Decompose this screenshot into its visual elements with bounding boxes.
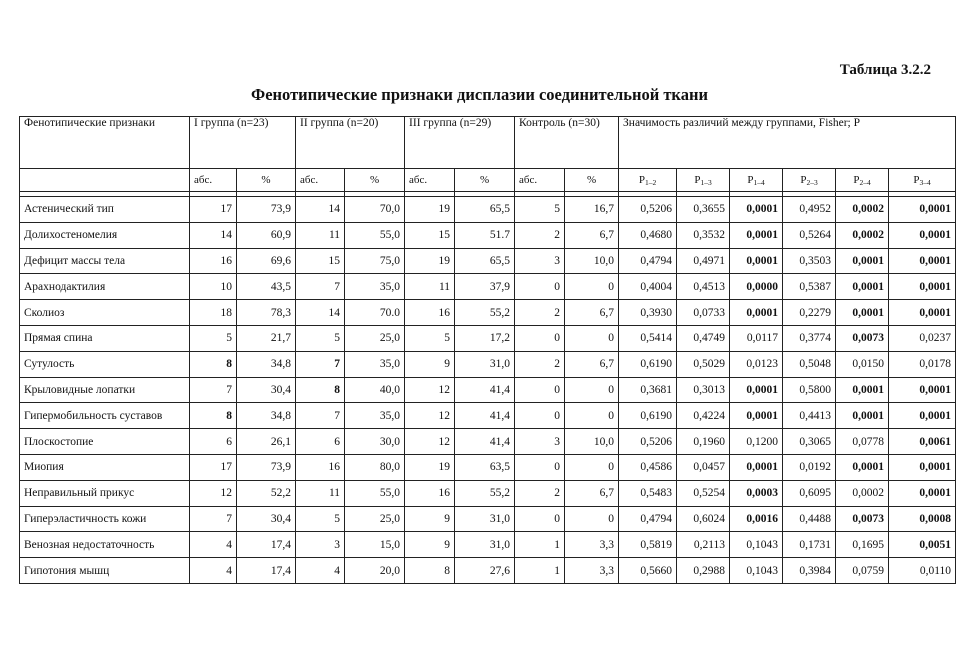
feature-name-cell: Гиперэластичность кожи [20,506,190,532]
percent-cell: 34,8 [237,351,296,377]
p-value-cell: 0,2988 [677,558,730,584]
count-cell: 9 [405,351,455,377]
percent-cell: 55,0 [345,222,405,248]
p-value-cell: 0,0001 [730,300,783,326]
p-header-letter: P [694,173,701,186]
table-row [20,222,956,248]
group-header: III группа (n=29) [405,117,515,169]
count-cell: 4 [296,558,345,584]
p-value-cell: 0,0150 [836,351,889,377]
p-value-cell: 0,5800 [783,377,836,403]
p-value-cell: 0,0001 [730,454,783,480]
p-header-subscript: 1–4 [753,177,765,187]
count-cell: 0 [515,403,565,429]
p-value-cell: 0,0073 [836,506,889,532]
feature-name-cell: Сутулость [20,351,190,377]
abs-header: абс. [405,169,455,192]
count-cell: 19 [405,454,455,480]
p-value-cell: 0,0073 [836,325,889,351]
p-value-cell: 0,4794 [619,248,677,274]
count-cell: 0 [515,454,565,480]
p-value-header [730,169,783,192]
count-cell: 3 [515,429,565,455]
percent-cell: 17,4 [237,532,296,558]
p-value-cell: 0,6190 [619,403,677,429]
p-header-letter: P [853,173,860,186]
count-cell: 12 [190,480,237,506]
p-header-subscript: 2–4 [859,177,871,187]
p-value-cell: 0,4749 [677,325,730,351]
count-cell: 5 [190,325,237,351]
table-number: Таблица 3.2.2 [839,62,931,78]
p-value-cell: 0,0002 [836,222,889,248]
count-cell: 4 [190,558,237,584]
p-value-cell: 0,0123 [730,351,783,377]
percent-cell: 3,3 [565,558,619,584]
percent-cell: 41,4 [455,403,515,429]
p-value-cell: 0,0001 [836,274,889,300]
count-cell: 16 [405,300,455,326]
percent-header: % [345,169,405,192]
percent-cell: 31,0 [455,506,515,532]
percent-cell: 6,7 [565,222,619,248]
table-row [20,325,956,351]
table-row [20,506,956,532]
p-value-cell: 0,0001 [730,403,783,429]
p-value-cell: 0,5264 [783,222,836,248]
percent-cell: 31,0 [455,532,515,558]
p-value-cell: 0,3013 [677,377,730,403]
percent-header: % [237,169,296,192]
feature-name-cell: Гипотония мышц [20,558,190,584]
feature-name-cell: Астенический тип [20,197,190,223]
percent-cell: 55,0 [345,480,405,506]
p-value-cell: 0,0001 [889,403,956,429]
empty-header-cell [20,169,190,192]
count-cell: 7 [296,274,345,300]
count-cell: 7 [296,403,345,429]
percent-cell: 21,7 [237,325,296,351]
percent-cell: 65,5 [455,248,515,274]
table-row [20,454,956,480]
p-value-cell: 0,5483 [619,480,677,506]
significance-header: Значимость различий между группами, Fisher; Р [619,117,956,169]
table-row [20,480,956,506]
percent-header: % [565,169,619,192]
count-cell: 14 [296,300,345,326]
abs-header: абс. [515,169,565,192]
count-cell: 5 [405,325,455,351]
p-value-cell: 0,4952 [783,197,836,223]
p-value-cell: 0,0001 [836,248,889,274]
header-row-groups [20,117,956,169]
feature-name-cell: Миопия [20,454,190,480]
percent-cell: 25,0 [345,325,405,351]
count-cell: 6 [296,429,345,455]
percent-cell: 55,2 [455,480,515,506]
p-header-letter: P [638,173,645,186]
percent-cell: 73,9 [237,454,296,480]
percent-cell: 70.0 [345,300,405,326]
count-cell: 19 [405,197,455,223]
feature-name-cell: Прямая спина [20,325,190,351]
percent-cell: 26,1 [237,429,296,455]
count-cell: 12 [405,377,455,403]
p-value-cell: 0,3065 [783,429,836,455]
percent-cell: 35,0 [345,274,405,300]
count-cell: 0 [515,506,565,532]
p-value-cell: 0,0001 [889,480,956,506]
percent-header: % [455,169,515,192]
p-value-cell: 0,4586 [619,454,677,480]
p-value-header [836,169,889,192]
count-cell: 1 [515,532,565,558]
table-row [20,558,956,584]
p-value-cell: 0,5660 [619,558,677,584]
p-value-cell: 0,5414 [619,325,677,351]
p-value-cell: 0,3930 [619,300,677,326]
percent-cell: 10,0 [565,429,619,455]
p-value-cell: 0,0001 [730,222,783,248]
count-cell: 2 [515,300,565,326]
percent-cell: 78,3 [237,300,296,326]
percent-cell: 6,7 [565,480,619,506]
p-value-cell: 0,6190 [619,351,677,377]
feature-name-cell: Плоскостопие [20,429,190,455]
table-row [20,377,956,403]
percent-cell: 17,2 [455,325,515,351]
count-cell: 6 [190,429,237,455]
count-cell: 17 [190,197,237,223]
feature-name-cell: Дефицит массы тела [20,248,190,274]
p-value-cell: 0,5387 [783,274,836,300]
p-value-cell: 0,0759 [836,558,889,584]
p-value-header [889,169,956,192]
p-value-cell: 0,0001 [836,300,889,326]
p-value-cell: 0,1043 [730,532,783,558]
count-cell: 7 [190,506,237,532]
count-cell: 2 [515,480,565,506]
p-value-cell: 0,0001 [836,377,889,403]
p-value-cell: 0,0117 [730,325,783,351]
p-header-letter: P [747,173,754,186]
p-value-cell: 0,4794 [619,506,677,532]
count-cell: 0 [515,274,565,300]
count-cell: 7 [190,377,237,403]
count-cell: 12 [405,429,455,455]
count-cell: 15 [405,222,455,248]
percent-cell: 60,9 [237,222,296,248]
percent-cell: 15,0 [345,532,405,558]
p-value-cell: 0,0001 [889,274,956,300]
group-header: I группа (n=23) [190,117,296,169]
percent-cell: 73,9 [237,197,296,223]
feature-name-cell: Гипермобильность суставов [20,403,190,429]
percent-cell: 30,4 [237,377,296,403]
p-value-cell: 0,4413 [783,403,836,429]
percent-cell: 51.7 [455,222,515,248]
p-value-cell: 0,0110 [889,558,956,584]
p-value-cell: 0,5206 [619,429,677,455]
table-row [20,532,956,558]
count-cell: 11 [296,480,345,506]
percent-cell: 80,0 [345,454,405,480]
percent-cell: 20,0 [345,558,405,584]
p-value-cell: 0,0001 [836,403,889,429]
count-cell: 14 [190,222,237,248]
p-value-cell: 0,0003 [730,480,783,506]
p-value-cell: 0,4971 [677,248,730,274]
count-cell: 14 [296,197,345,223]
p-value-cell: 0,1731 [783,532,836,558]
percent-cell: 6,7 [565,351,619,377]
count-cell: 16 [190,248,237,274]
percent-cell: 0 [565,454,619,480]
p-value-cell: 0,0001 [730,377,783,403]
table-row [20,197,956,223]
p-header-subscript: 2–3 [806,177,818,187]
feature-name-cell: Крыловидные лопатки [20,377,190,403]
p-value-cell: 0,3655 [677,197,730,223]
table-row [20,300,956,326]
p-value-cell: 0,0051 [889,532,956,558]
count-cell: 0 [515,325,565,351]
p-value-cell: 0,0001 [889,454,956,480]
table-row [20,248,956,274]
count-cell: 2 [515,222,565,248]
p-header-subscript: 3–4 [919,177,931,187]
count-cell: 4 [190,532,237,558]
percent-cell: 30,4 [237,506,296,532]
p-value-cell: 0,0733 [677,300,730,326]
count-cell: 7 [296,351,345,377]
p-value-cell: 0,0002 [836,480,889,506]
count-cell: 18 [190,300,237,326]
p-value-cell: 0,3532 [677,222,730,248]
p-value-cell: 0,4488 [783,506,836,532]
feature-name-cell: Долихостеномелия [20,222,190,248]
percent-cell: 30,0 [345,429,405,455]
percent-cell: 65,5 [455,197,515,223]
p-value-cell: 0,3984 [783,558,836,584]
percent-cell: 0 [565,403,619,429]
p-value-cell: 0,0001 [730,197,783,223]
p-value-cell: 0,0457 [677,454,730,480]
p-value-header [619,169,677,192]
count-cell: 3 [296,532,345,558]
percent-cell: 63,5 [455,454,515,480]
p-value-cell: 0,0001 [889,248,956,274]
p-value-cell: 0,0061 [889,429,956,455]
p-value-cell: 0,3774 [783,325,836,351]
percent-cell: 37,9 [455,274,515,300]
percent-cell: 41,4 [455,429,515,455]
p-header-subscript: 1–3 [700,177,712,187]
count-cell: 8 [405,558,455,584]
count-cell: 5 [296,325,345,351]
p-header-letter: P [800,173,807,186]
p-value-cell: 0,0001 [889,222,956,248]
percent-cell: 0 [565,377,619,403]
percent-cell: 0 [565,274,619,300]
count-cell: 9 [405,532,455,558]
abs-header: абс. [190,169,237,192]
count-cell: 5 [296,506,345,532]
p-value-cell: 0,4004 [619,274,677,300]
p-value-cell: 0,1695 [836,532,889,558]
count-cell: 1 [515,558,565,584]
percent-cell: 31,0 [455,351,515,377]
p-value-cell: 0,0008 [889,506,956,532]
p-value-cell: 0,0778 [836,429,889,455]
p-value-cell: 0,6024 [677,506,730,532]
p-value-cell: 0,5048 [783,351,836,377]
p-value-cell: 0,3681 [619,377,677,403]
count-cell: 19 [405,248,455,274]
p-header-letter: P [913,173,920,186]
table-title: Фенотипические признаки дисплазии соединительной ткани [251,85,708,104]
percent-cell: 41,4 [455,377,515,403]
percent-cell: 55,2 [455,300,515,326]
percent-cell: 35,0 [345,403,405,429]
p-value-cell: 0,0016 [730,506,783,532]
count-cell: 8 [190,351,237,377]
percent-cell: 0 [565,325,619,351]
percent-cell: 17,4 [237,558,296,584]
p-value-cell: 0,2279 [783,300,836,326]
p-value-cell: 0,1960 [677,429,730,455]
p-value-cell: 0,0001 [836,454,889,480]
p-value-cell: 0,4680 [619,222,677,248]
group-header: Контроль (n=30) [515,117,619,169]
p-value-cell: 0,4224 [677,403,730,429]
count-cell: 0 [515,377,565,403]
p-value-cell: 0,3503 [783,248,836,274]
count-cell: 11 [296,222,345,248]
p-value-cell: 0,0002 [836,197,889,223]
percent-cell: 10,0 [565,248,619,274]
count-cell: 9 [405,506,455,532]
percent-cell: 43,5 [237,274,296,300]
p-value-cell: 0,0178 [889,351,956,377]
count-cell: 5 [515,197,565,223]
percent-cell: 35,0 [345,351,405,377]
table-row [20,351,956,377]
p-header-subscript: 1–2 [644,177,657,187]
count-cell: 15 [296,248,345,274]
group-header: II группа (n=20) [296,117,405,169]
p-value-cell: 0,4513 [677,274,730,300]
data-table [19,116,956,584]
percent-cell: 27,6 [455,558,515,584]
table-row [20,274,956,300]
p-value-cell: 0,0001 [889,197,956,223]
percent-cell: 16,7 [565,197,619,223]
count-cell: 16 [296,454,345,480]
p-value-cell: 0,5206 [619,197,677,223]
count-cell: 16 [405,480,455,506]
percent-cell: 34,8 [237,403,296,429]
p-value-header [677,169,730,192]
p-value-cell: 0,0192 [783,454,836,480]
feature-name-cell: Арахнодактилия [20,274,190,300]
count-cell: 10 [190,274,237,300]
p-value-cell: 0,5254 [677,480,730,506]
p-value-cell: 0,0001 [730,248,783,274]
table-row [20,429,956,455]
percent-cell: 0 [565,506,619,532]
count-cell: 12 [405,403,455,429]
percent-cell: 69,6 [237,248,296,274]
p-value-cell: 0,2113 [677,532,730,558]
count-cell: 3 [515,248,565,274]
p-value-cell: 0,5029 [677,351,730,377]
p-value-cell: 0,1200 [730,429,783,455]
percent-cell: 75,0 [345,248,405,274]
percent-cell: 40,0 [345,377,405,403]
p-value-cell: 0,6095 [783,480,836,506]
feature-name-cell: Сколиоз [20,300,190,326]
abs-header: абс. [296,169,345,192]
percent-cell: 70,0 [345,197,405,223]
percent-cell: 6,7 [565,300,619,326]
p-value-cell: 0,0001 [889,377,956,403]
count-cell: 17 [190,454,237,480]
count-cell: 8 [190,403,237,429]
percent-cell: 3,3 [565,532,619,558]
p-value-cell: 0,0000 [730,274,783,300]
count-cell: 2 [515,351,565,377]
p-value-cell: 0,0237 [889,325,956,351]
percent-cell: 25,0 [345,506,405,532]
p-value-cell: 0,1043 [730,558,783,584]
feature-name-cell: Неправильный прикус [20,480,190,506]
count-cell: 11 [405,274,455,300]
p-value-cell: 0,5819 [619,532,677,558]
header-row-units [20,169,956,192]
count-cell: 8 [296,377,345,403]
table-row [20,403,956,429]
feature-name-cell: Венозная недостаточность [20,532,190,558]
p-value-cell: 0,0001 [889,300,956,326]
feature-header: Фенотипические признаки [20,117,190,169]
p-value-header [783,169,836,192]
percent-cell: 52,2 [237,480,296,506]
